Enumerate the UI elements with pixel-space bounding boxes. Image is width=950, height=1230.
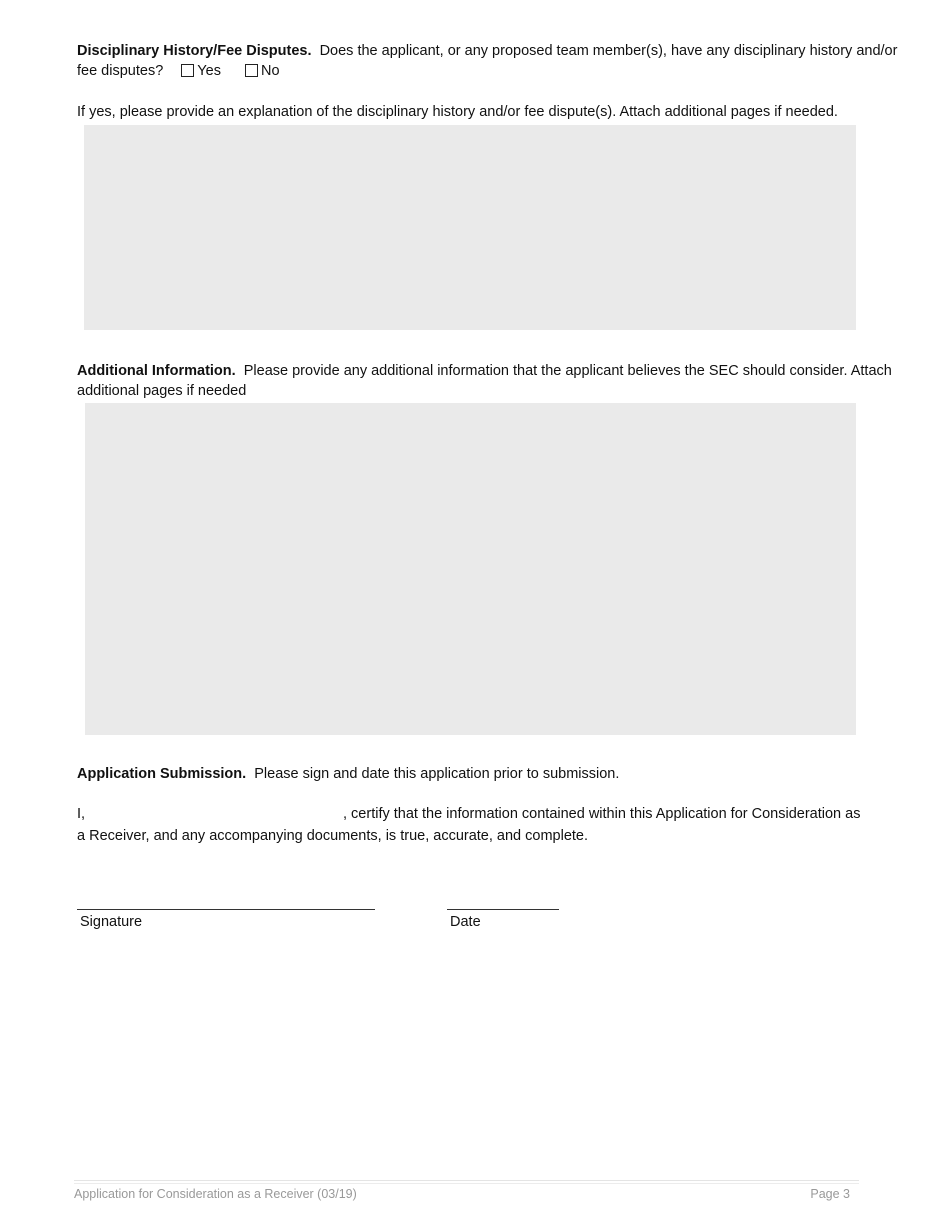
fee-disputes-label: fee disputes? (77, 63, 164, 79)
disciplinary-explanation-field[interactable] (84, 125, 856, 330)
no-checkbox[interactable] (245, 64, 258, 77)
footer-title: Application for Consideration as a Receiver (03/19) (74, 1187, 357, 1201)
yes-checkbox[interactable] (181, 64, 194, 77)
submission-prompt (77, 764, 619, 784)
page-number: Page 3 (810, 1187, 850, 1201)
no-label: No (260, 63, 280, 79)
submission-heading: Application Submission. (77, 766, 247, 782)
cert-prefix: I, (77, 806, 86, 822)
disciplinary-heading: Disciplinary History/Fee Disputes. (77, 43, 312, 59)
additional-info-field[interactable] (85, 403, 856, 735)
footer-divider (74, 1180, 859, 1181)
footer-divider-2 (74, 1183, 859, 1184)
disciplinary-question-text: Does the applicant, or any proposed team member(s), have any disciplinary history and/or (319, 43, 898, 59)
cert-text-line2: a Receiver, and any accompanying documents, is true, accurate, and complete. (77, 828, 589, 844)
cert-text: , certify that the information contained within this Application for Consideration as (343, 806, 861, 822)
additional-text-line2: additional pages if needed (77, 383, 247, 399)
certifier-name-field[interactable] (88, 802, 340, 824)
additional-heading: Additional Information. (77, 363, 236, 379)
additional-text: Please provide any additional information that the applicant believes the SEC should consider. Attach (243, 363, 892, 379)
date-label: Date (450, 914, 481, 930)
disciplinary-answer-row (77, 61, 280, 81)
date-line[interactable] (447, 909, 559, 910)
additional-info-prompt (77, 361, 892, 381)
signature-label: Signature (80, 914, 143, 930)
disciplinary-explain-label: If yes, please provide an explanation of the disciplinary history and/or fee dispute(s). Attach additional pages if needed. (77, 104, 838, 120)
yes-label: Yes (197, 63, 221, 79)
submission-text: Please sign and date this application prior to submission. (254, 766, 620, 782)
signature-line[interactable] (77, 909, 375, 910)
disciplinary-question (77, 41, 897, 61)
